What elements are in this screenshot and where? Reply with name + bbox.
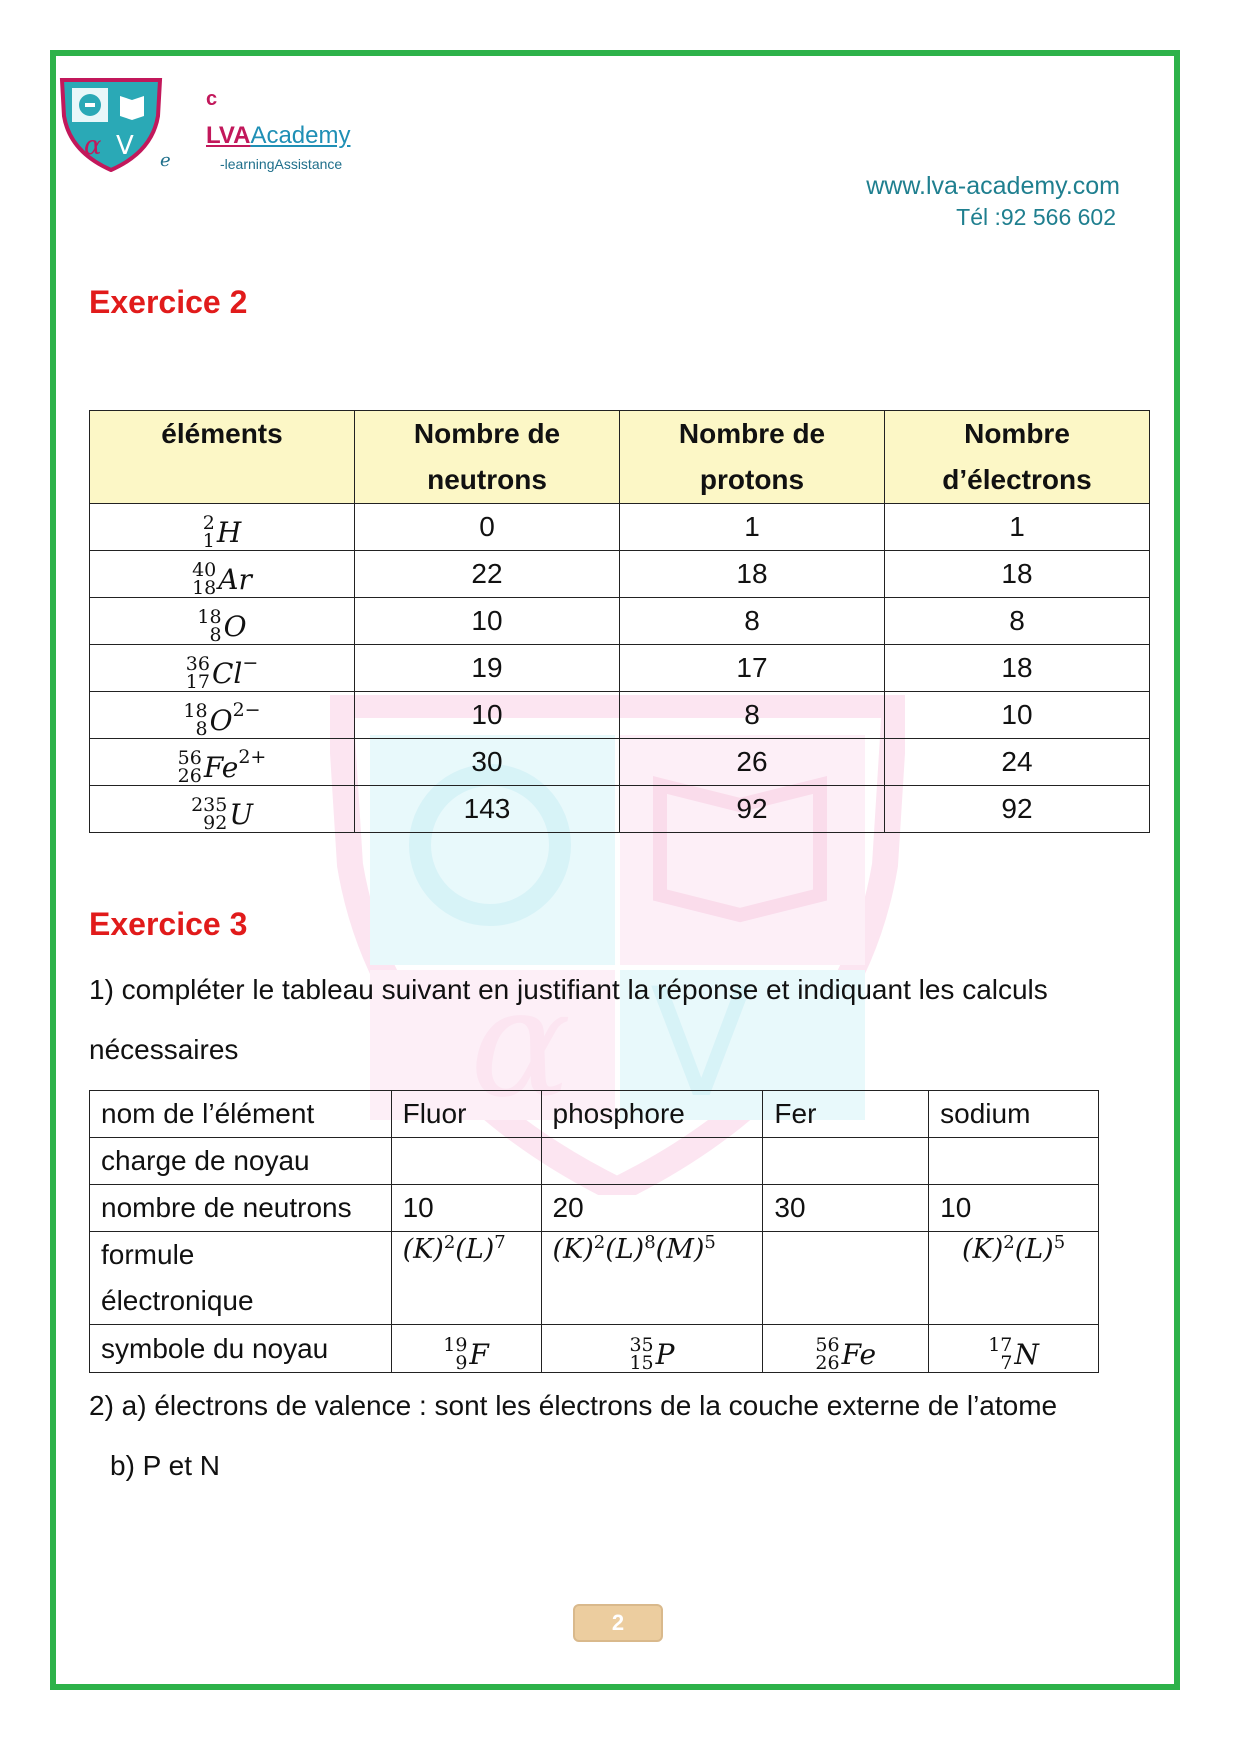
shell-electron-count: 5 [704,1232,716,1253]
cell-charge[interactable] [763,1138,929,1185]
atomic-number: 8 [209,624,222,646]
header-protons: Nombre de protons [620,411,885,504]
isotope-numbers [629,1336,653,1372]
row-label-neutrons: nombre de neutrons [90,1185,392,1232]
atomic-number: 92 [203,812,228,834]
shell-term: $(K)^2$ [552,1232,606,1265]
cell-name: phosphore [541,1091,763,1138]
header-electrons: Nombre d’électrons [885,411,1150,504]
cell-neutrons: 22 [355,551,620,598]
atomic-number: 26 [815,1352,840,1374]
mass-number: 235 [191,794,228,816]
cell-element [90,645,355,692]
mass-number: 18 [197,606,222,628]
header-neutrons: Nombre de neutrons [355,411,620,504]
cell-formula[interactable] [763,1232,929,1325]
mass-number: 36 [185,653,210,675]
cell-element [90,692,355,739]
website-link[interactable]: www.lva-academy.com [866,172,1120,200]
atomic-number: 9 [455,1352,468,1374]
isotope-symbol [177,746,267,787]
table-row [90,786,1150,833]
cell-formula [929,1232,1099,1325]
element-symbol: Cl [211,656,243,690]
table-row-formula [90,1232,1099,1325]
isotope-symbol [815,1336,876,1372]
cell-protons: 8 [620,692,885,739]
atomic-number: 7 [1000,1352,1013,1374]
shell-electron-count: 7 [494,1232,506,1253]
exercise-3-table [89,1090,1099,1373]
cell-protons: 92 [620,786,885,833]
cell-neutrons: 30 [763,1185,929,1232]
cell-protons: 17 [620,645,885,692]
isotope-symbol [629,1336,674,1372]
mass-number: 2 [202,512,215,534]
question-1-line-1: 1) compléter le tableau suivant en justifiant la réponse et indiquant les calculs [89,974,1048,1005]
cell-symbol [929,1325,1099,1373]
atomic-number: 18 [192,577,217,599]
isotope-symbol [443,1336,489,1372]
isotope-numbers [988,1336,1012,1372]
atomic-number: 15 [629,1352,654,1374]
exercise-2-title: Exercice 2 [89,284,248,320]
table-row [90,504,1150,551]
cell-charge[interactable] [541,1138,763,1185]
cell-electrons: 10 [885,692,1150,739]
element-symbol: Fe [841,1337,877,1371]
answer-2a: 2) a) électrons de valence : sont les électrons de la couche externe de l’atome [89,1390,1058,1421]
shell-electron-count: 2 [593,1232,606,1253]
row-label-symbol: symbole du noyau [90,1325,392,1373]
logo-letter-e: e [160,150,171,171]
svg-text:α: α [470,957,572,1131]
header-elements: éléments [90,411,355,504]
cell-protons: 18 [620,551,885,598]
element-symbol: U [229,797,253,831]
isotope-numbers [191,796,227,832]
svg-text:V: V [116,131,134,161]
element-symbol: H [216,515,242,549]
cell-formula [391,1232,541,1325]
cell-neutrons: 10 [391,1185,541,1232]
mass-number: 56 [177,747,202,769]
cell-neutrons: 30 [355,739,620,786]
cell-electrons: 18 [885,645,1150,692]
shell-term: $(L)^5$ [1014,1232,1066,1265]
answer-2b: b) P et N [110,1450,220,1481]
row-label-charge: charge de noyau [90,1138,392,1185]
brand-lva: LVA [206,122,251,149]
element-symbol: F [469,1337,489,1371]
brand-academy: Academy [250,122,351,149]
row-label-name: nom de l’élément [90,1091,392,1138]
mass-number: 56 [815,1334,840,1356]
ion-charge: 2+ [238,746,267,768]
cell-element [90,598,355,645]
isotope-numbers [192,561,216,597]
mass-number: 18 [183,700,208,722]
cell-neutrons: 10 [929,1185,1099,1232]
atomic-number: 8 [195,718,208,740]
shell-electron-count: 2 [443,1232,456,1253]
isotope-numbers [203,514,215,550]
shell-electron-count: 2 [1003,1232,1015,1253]
isotope-symbol [192,561,252,597]
svg-text:V: V [650,957,753,1131]
isotope-numbers [197,608,221,644]
table-row [90,692,1150,739]
table-header-row [90,411,1150,504]
exercise-3-title: Exercice 3 [89,906,248,942]
row-label-formula-line-2: électronique [101,1285,254,1316]
cell-name: Fluor [391,1091,541,1138]
isotope-numbers [178,749,202,785]
cell-electrons: 8 [885,598,1150,645]
table-row-name [90,1091,1099,1138]
cell-neutrons: 0 [355,504,620,551]
logo-letter-c: c [206,88,218,110]
cell-charge[interactable] [929,1138,1099,1185]
table-row [90,739,1150,786]
cell-element [90,551,355,598]
isotope-symbol [185,652,259,693]
cell-element [90,504,355,551]
brand-tagline: -learningAssistance [220,156,343,172]
isotope-numbers [183,702,207,738]
mass-number: 19 [443,1334,468,1356]
lva-academy-logo [58,76,164,172]
cell-neutrons: 10 [355,598,620,645]
cell-neutrons: 143 [355,786,620,833]
cell-neutrons: 10 [355,692,620,739]
element-symbol: Ar [218,562,252,596]
isotope-numbers [443,1336,467,1372]
question-1-line-2: nécessaires [89,1034,239,1065]
cell-element [90,786,355,833]
cell-neutrons: 20 [541,1185,763,1232]
element-symbol: Fe [203,750,239,784]
shell-term: $(K)^2$ [402,1232,456,1265]
cell-electrons: 1 [885,504,1150,551]
ion-charge: − [242,652,259,674]
atomic-number: 1 [202,530,215,552]
cell-protons: 26 [620,739,885,786]
row-label-formula [90,1232,392,1325]
cell-formula [541,1232,763,1325]
table-row-symbol [90,1325,1099,1373]
cell-neutrons: 19 [355,645,620,692]
mass-number: 35 [629,1334,654,1356]
cell-name: Fer [763,1091,929,1138]
table-row-charge [90,1138,1099,1185]
shell-term: $(L)^8$ [605,1232,656,1265]
row-label-formula-line-1: formule [101,1239,195,1270]
element-symbol: O [209,703,233,737]
element-symbol: N [1014,1337,1039,1371]
mass-number: 40 [192,559,217,581]
isotope-symbol [203,514,242,550]
table-row [90,551,1150,598]
cell-element [90,739,355,786]
table-row [90,598,1150,645]
isotope-symbol [183,699,261,740]
cell-protons: 8 [620,598,885,645]
cell-symbol [763,1325,929,1373]
shell-term: $(K)^2$ [961,1232,1015,1265]
page-number: 2 [573,1604,663,1642]
cell-name: sodium [929,1091,1099,1138]
element-symbol: P [655,1337,675,1371]
isotope-numbers [815,1336,839,1372]
cell-electrons: 92 [885,786,1150,833]
phone-number: Tél :92 566 602 [956,204,1116,230]
mass-number: 17 [988,1334,1013,1356]
shell-term: $(L)^7$ [455,1232,506,1265]
element-symbol: O [223,609,247,643]
cell-electrons: 24 [885,739,1150,786]
isotope-symbol [197,608,246,644]
ion-charge: 2− [232,699,261,721]
isotope-symbol [191,796,253,832]
brand-name [206,122,350,150]
cell-symbol [541,1325,763,1373]
cell-protons: 1 [620,504,885,551]
isotope-symbol [988,1336,1039,1372]
isotope-numbers [186,655,210,691]
cell-electrons: 18 [885,551,1150,598]
exercise-2-table [89,410,1150,833]
table-row [90,645,1150,692]
shell-term: $(M)^5$ [655,1232,716,1265]
svg-text:α: α [84,131,102,161]
atomic-number: 17 [185,671,210,693]
shell-electron-count: 8 [644,1232,656,1253]
cell-symbol [391,1325,541,1373]
shell-electron-count: 5 [1053,1232,1066,1253]
table-row-neutrons [90,1185,1099,1232]
cell-charge[interactable] [391,1138,541,1185]
atomic-number: 26 [177,765,202,787]
